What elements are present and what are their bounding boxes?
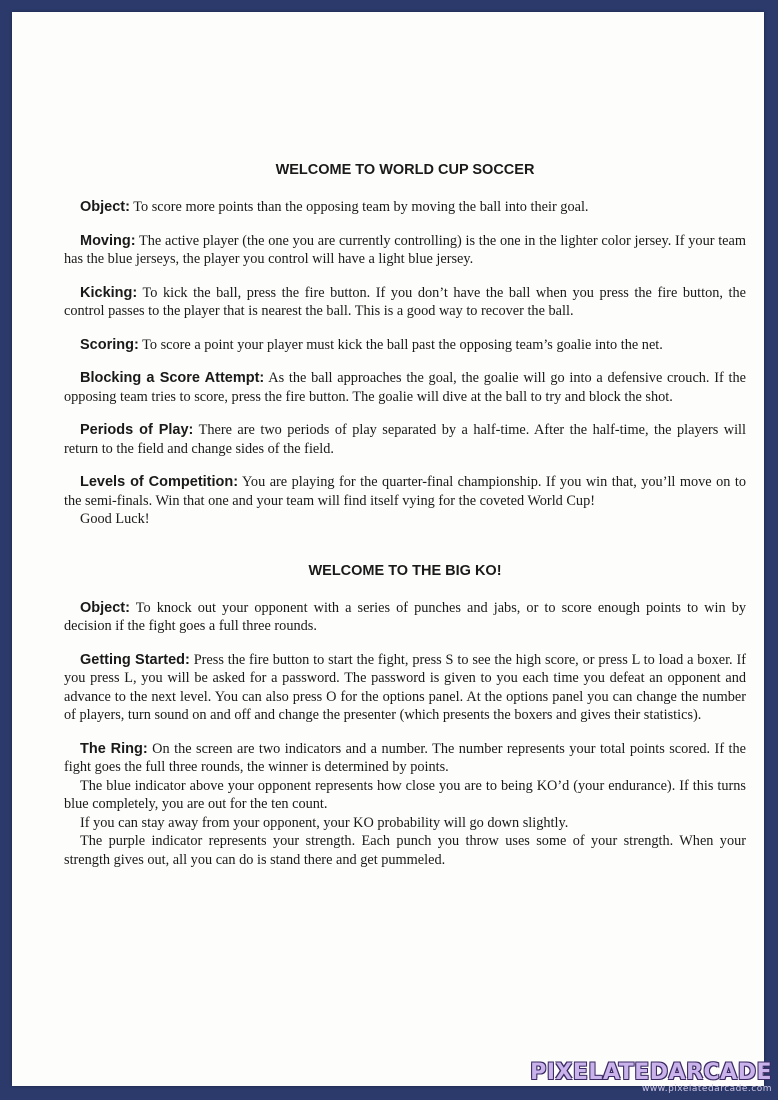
- soccer-blocking-label: Blocking a Score Attempt:: [80, 370, 265, 386]
- soccer-moving-label: Moving:: [80, 232, 136, 249]
- soccer-moving-paragraph: [64, 232, 746, 269]
- ko-object-text: To knock out your opponent with a series of punches and jabs, or to score enough points to win by decision if the fight goes a full three rounds.: [64, 599, 746, 634]
- soccer-kicking-paragraph: [64, 284, 746, 321]
- soccer-kicking-text: To kick the ball, press the fire button. If you don’t have the ball when you press the fire button, the control passes to the player that is nearest the ball. This is a good way to recover the ball.: [64, 284, 746, 319]
- ko-object-label: Object:: [80, 599, 130, 616]
- soccer-closing: Good Luck!: [80, 511, 150, 527]
- soccer-object-paragraph: [64, 198, 746, 217]
- soccer-title: WELCOME TO WORLD CUP SOCCER: [275, 162, 535, 178]
- instruction-sheet: [12, 12, 764, 1086]
- ko-title: WELCOME TO THE BIG KO!: [308, 562, 502, 579]
- soccer-scoring-paragraph: [64, 336, 746, 355]
- soccer-scoring-text: To score a point your player must kick the ball past the opposing team’s goalie into the net.: [138, 336, 663, 353]
- soccer-levels-text: You are playing for the quarter-final championship. If you win that, you’ll move on to the semi-finals. Win that one and your team will find itself vying for the coveted World Cup!: [64, 474, 746, 509]
- ko-ring-label: The Ring:: [80, 740, 148, 757]
- soccer-object-text: To score more points than the opposing team by moving the ball into their goal.: [129, 199, 589, 215]
- soccer-blocking-text: As the ball approaches the goal, the goalie will go into a defensive crouch. If the opposing team tries to score, press the fire button. The goalie will dive at the ball to try and block the shot.: [64, 370, 746, 405]
- watermark: [530, 1062, 772, 1094]
- soccer-moving-text: The active player (the one you are currently controlling) is the one in the lighter color jersey. If your team has the blue jerseys, the player you control will have a light blue jersey.: [64, 232, 746, 267]
- soccer-kicking-label: Kicking:: [80, 284, 138, 301]
- ko-ring-stay-away: If you can stay away from your opponent, your KO probability will go down slightly.: [80, 814, 569, 831]
- section-spacer: [64, 529, 746, 563]
- ko-object-paragraph: [64, 599, 746, 636]
- soccer-periods-label: Periods of Play:: [80, 422, 194, 438]
- soccer-levels-label: Levels of Competition:: [80, 474, 239, 490]
- soccer-blocking-paragraph: [64, 369, 746, 406]
- watermark-brand: PIXELATEDARCADE: [530, 1060, 772, 1085]
- ko-getting-started-paragraph: [64, 651, 746, 725]
- soccer-object-label: Object:: [80, 199, 130, 215]
- sheet-content: [64, 162, 746, 869]
- soccer-levels-paragraph: [64, 473, 746, 510]
- ko-ring-paragraph: [64, 740, 746, 777]
- watermark-url: www.pixelatedarcade.com: [641, 1084, 772, 1094]
- ko-ring-blue-indicator: The blue indicator above your opponent represents how close you are to being KO’d (your endurance). If this turns blue completely, you are out for the ten count.: [64, 777, 746, 812]
- ko-ring-text: On the screen are two indicators and a number. The number represents your total points scored. If the fight goes the full three rounds, the winner is determined by points.: [64, 740, 746, 775]
- ko-getting-started-label: Getting Started:: [80, 651, 190, 668]
- soccer-periods-text: There are two periods of play separated by a half-time. After the half-time, the players will return to the field and change sides of the field.: [64, 422, 746, 457]
- soccer-periods-paragraph: [64, 421, 746, 458]
- ko-ring-purple-indicator: The purple indicator represents your strength. Each punch you throw uses some of your strength. When your strength gives out, all you can do is stand there and get pummeled.: [64, 833, 746, 868]
- soccer-scoring-label: Scoring:: [80, 336, 139, 353]
- ko-getting-started-text: Press the fire button to start the fight, press S to see the high score, or press L to load a boxer. If you press L, you will be asked for a password. The password is given to you each time you defeat an opponent and advance to the next level. You can also press O for the options panel. At the options panel you can change the number of players, turn sound on and off and change the presenter (which presents the boxers and gives their statistics).: [64, 651, 747, 723]
